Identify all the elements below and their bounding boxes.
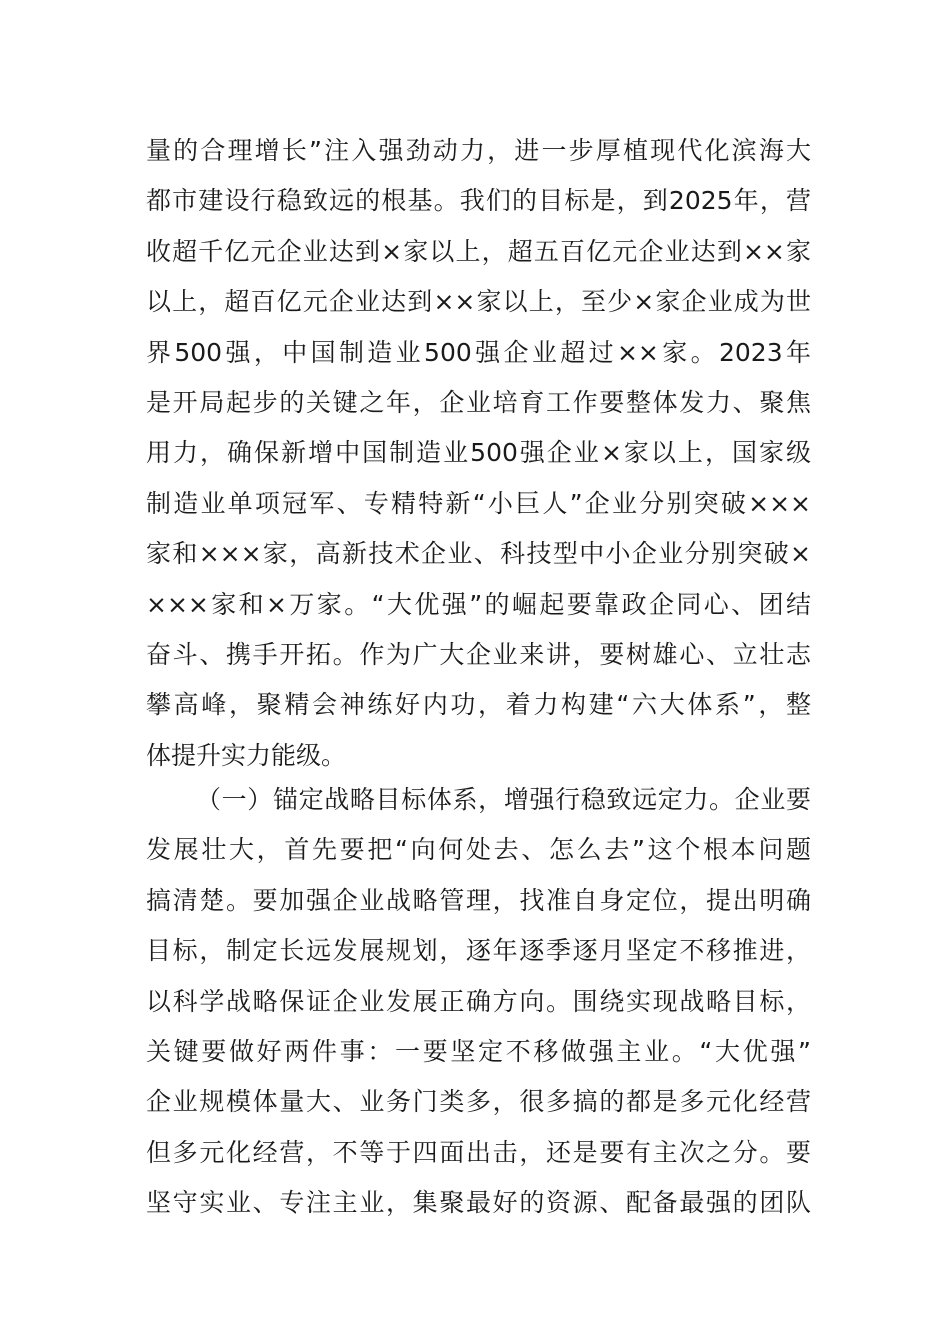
- text-line: 攀高峰，聚精会神练好内功，着力构建“六大体系”，整: [146, 690, 811, 720]
- text-line: 搞清楚。要加强企业战略管理，找准自身定位，提出明确: [146, 885, 811, 915]
- text-line: 家和×××家，高新技术企业、科技型中小企业分别突破×: [146, 539, 811, 569]
- text-line: 界500强，中国制造业500强企业超过××家。2023年: [146, 337, 811, 367]
- text-line: 以科学战略保证企业发展正确方向。围绕实现战略目标，: [146, 986, 811, 1016]
- text-line: 体提升实力能级。: [146, 740, 347, 770]
- text-line: 坚守实业、专注主业，集聚最好的资源、配备最强的团队: [146, 1188, 811, 1218]
- text-line: 量的合理增长”注入强劲动力，进一步厚植现代化滨海大: [146, 136, 811, 165]
- text-line: （一）锚定战略目标体系，增强行稳致远定力。企业要: [196, 785, 811, 814]
- text-line: 制造业单项冠军、专精特新“小巨人”企业分别突破×××: [146, 488, 811, 518]
- paragraph-strategy-system: [146, 775, 811, 1229]
- text-line: 关键要做好两件事：一要坚定不移做强主业。“大优强”: [146, 1036, 811, 1066]
- text-line: 是开局起步的关键之年，企业培育工作要整体发力、聚焦: [146, 387, 811, 417]
- text-line: 企业规模体量大、业务门类多，很多搞的都是多元化经营: [146, 1087, 811, 1117]
- paragraph-targets: [146, 126, 811, 781]
- text-line: ×××家和×万家。“大优强”的崛起要靠政企同心、团结: [146, 589, 811, 619]
- text-line: 目标，制定长远发展规划，逐年逐季逐月坚定不移推进，: [146, 936, 811, 966]
- text-line: 都市建设行稳致远的根基。我们的目标是，到2025年，营: [146, 186, 811, 216]
- text-line: 发展壮大，首先要把“向何处去、怎么去”这个根本问题: [146, 835, 811, 865]
- text-line: 用力，确保新增中国制造业500强企业×家以上，国家级: [146, 438, 811, 468]
- text-line: 奋斗、携手开拓。作为广大企业来讲，要树雄心、立壮志: [146, 639, 811, 669]
- text-line: 收超千亿元企业达到×家以上，超五百亿元企业达到××家: [146, 236, 811, 266]
- text-line: 以上，超百亿元企业达到××家以上，至少×家企业成为世: [146, 287, 811, 317]
- text-line: 但多元化经营，不等于四面出击，还是要有主次之分。要: [146, 1137, 811, 1167]
